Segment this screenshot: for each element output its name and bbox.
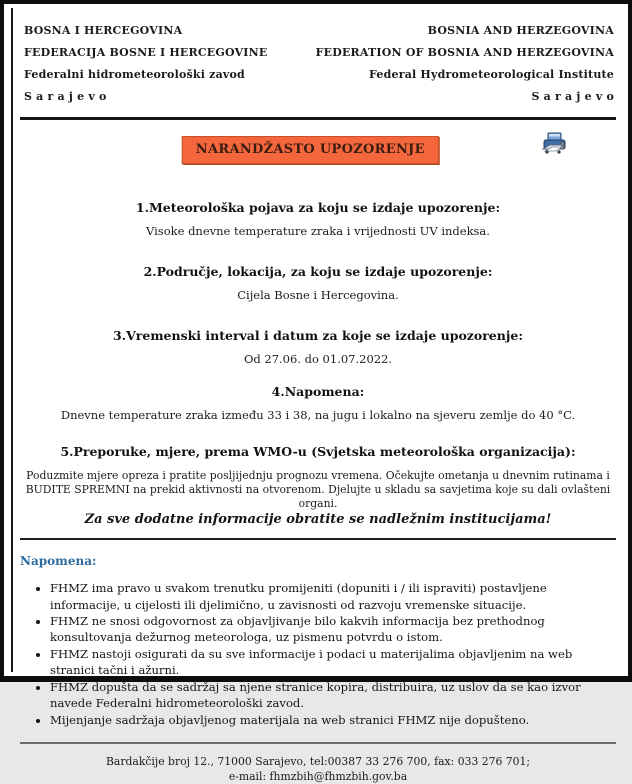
- section-body: Poduzmite mjere opreza i pratite posljijednju prognozu vremena. Očekujte ometanja u dnevnim rutinama i BUDITE SPREMNI na prekid aktivnosti na otvorenom. Djelujte u skladu sa savjetima koje su dali ovlašteni organi.: [25, 469, 611, 511]
- orange-warning-banner: NARANDŽASTO UPOZORENJE: [182, 136, 439, 164]
- note-item: • Mijenjanje sadržaja objavljenog materijala na web stranici FHMZ nije dopušteno.: [50, 712, 612, 728]
- note-item: • FHMZ ne snosi odgovornost za objavljivanje bilo kakvih informacija bez prethodnog konsultovanja dežurnog meteorologa, uz pismenu potvrdu o istom.: [50, 613, 612, 646]
- letterhead-line: S a r a j e v o: [24, 90, 107, 103]
- footer-email-line: e-mail: fhmzbih@fhmzbih.gov.ba: [228, 769, 408, 783]
- section-heading: 2.Područje, lokacija, za koju se izdaje upozorenje:: [143, 264, 493, 279]
- printer-icon[interactable]: [540, 130, 570, 160]
- letterhead: [18, 4, 618, 103]
- section-body: Visoke dnevne temperature zraka i vrijednosti UV indeksa.: [146, 224, 490, 238]
- note-item: • FHMZ ima pravo u svakom trenutku promijeniti (dopuniti i / ili ispraviti) postavljene informacije, u cijelosti ili djelimično, u zavisnosti od razvoju vremenske situacije.: [50, 580, 612, 613]
- section-time-interval: [18, 328, 618, 366]
- section-body: Cijela Bosne i Hercegovina.: [237, 288, 399, 302]
- letterhead-line: S a r a j e v o: [531, 90, 614, 103]
- section-remark: [18, 384, 618, 422]
- page-content: [4, 4, 628, 783]
- note-item: • FHMZ nastoji osigurati da su sve informacije i podaci u materijalima objavljenim na web stranici tačni i ažurni.: [50, 646, 612, 679]
- footer-address-line: Bardakčije broj 12., 71000 Sarajevo, tel:00387 33 276 700, fax: 033 276 701;: [105, 755, 531, 769]
- section-heading: 3.Vremenski interval i datum za koje se izdaje upozorenje:: [113, 328, 523, 343]
- section-emphasis-note: Za sve dodatne informacije obratite se nadležnim institucijama!: [84, 512, 552, 528]
- letterhead-line: FEDERATION OF BOSNIA AND HERZEGOVINA: [315, 46, 614, 59]
- section-body: Dnevne temperature zraka između 33 i 38, na jugu i lokalno na sjeveru zemlje do 40 °C.: [60, 408, 576, 422]
- legal-notes: [18, 540, 618, 728]
- letterhead-line: Federalni hidrometeorološki zavod: [24, 68, 245, 81]
- note-item: • FHMZ dopušta da se sadržaj sa njene stranice kopira, distribuira, uz uslov da se kao izvor navede Federalni hidrometeorološki zavod.: [50, 679, 612, 712]
- letterhead-line: BOSNA I HERCEGOVINA: [24, 24, 183, 37]
- section-heading: 5.Preporuke, mjere, prema WMO-u (Svjetska meteorološka organizacija):: [60, 444, 576, 459]
- letterhead-english: [316, 24, 614, 103]
- footer-contact: [18, 755, 618, 784]
- notes-heading: Napomena:: [20, 554, 97, 569]
- warning-banner-row: [18, 120, 618, 178]
- letterhead-line: FEDERACIJA BOSNE I HERCEGOVINE: [24, 46, 268, 59]
- letterhead-line: BOSNIA AND HERZEGOVINA: [427, 24, 614, 37]
- section-recommendations: [18, 444, 618, 527]
- section-body: Od 27.06. do 01.07.2022.: [243, 352, 393, 366]
- section-area-location: [18, 264, 618, 302]
- letterhead-bosnian: [24, 24, 268, 103]
- section-heading: 4.Napomena:: [271, 384, 365, 399]
- notes-list: [50, 580, 612, 728]
- footer-divider-rule: [20, 742, 616, 744]
- section-meteorological-phenomenon: [18, 200, 618, 238]
- letterhead-line: Federal Hydrometeorological Institute: [369, 68, 614, 81]
- section-heading: 1.Meteorološka pojava za koju se izdaje upozorenje:: [135, 200, 501, 215]
